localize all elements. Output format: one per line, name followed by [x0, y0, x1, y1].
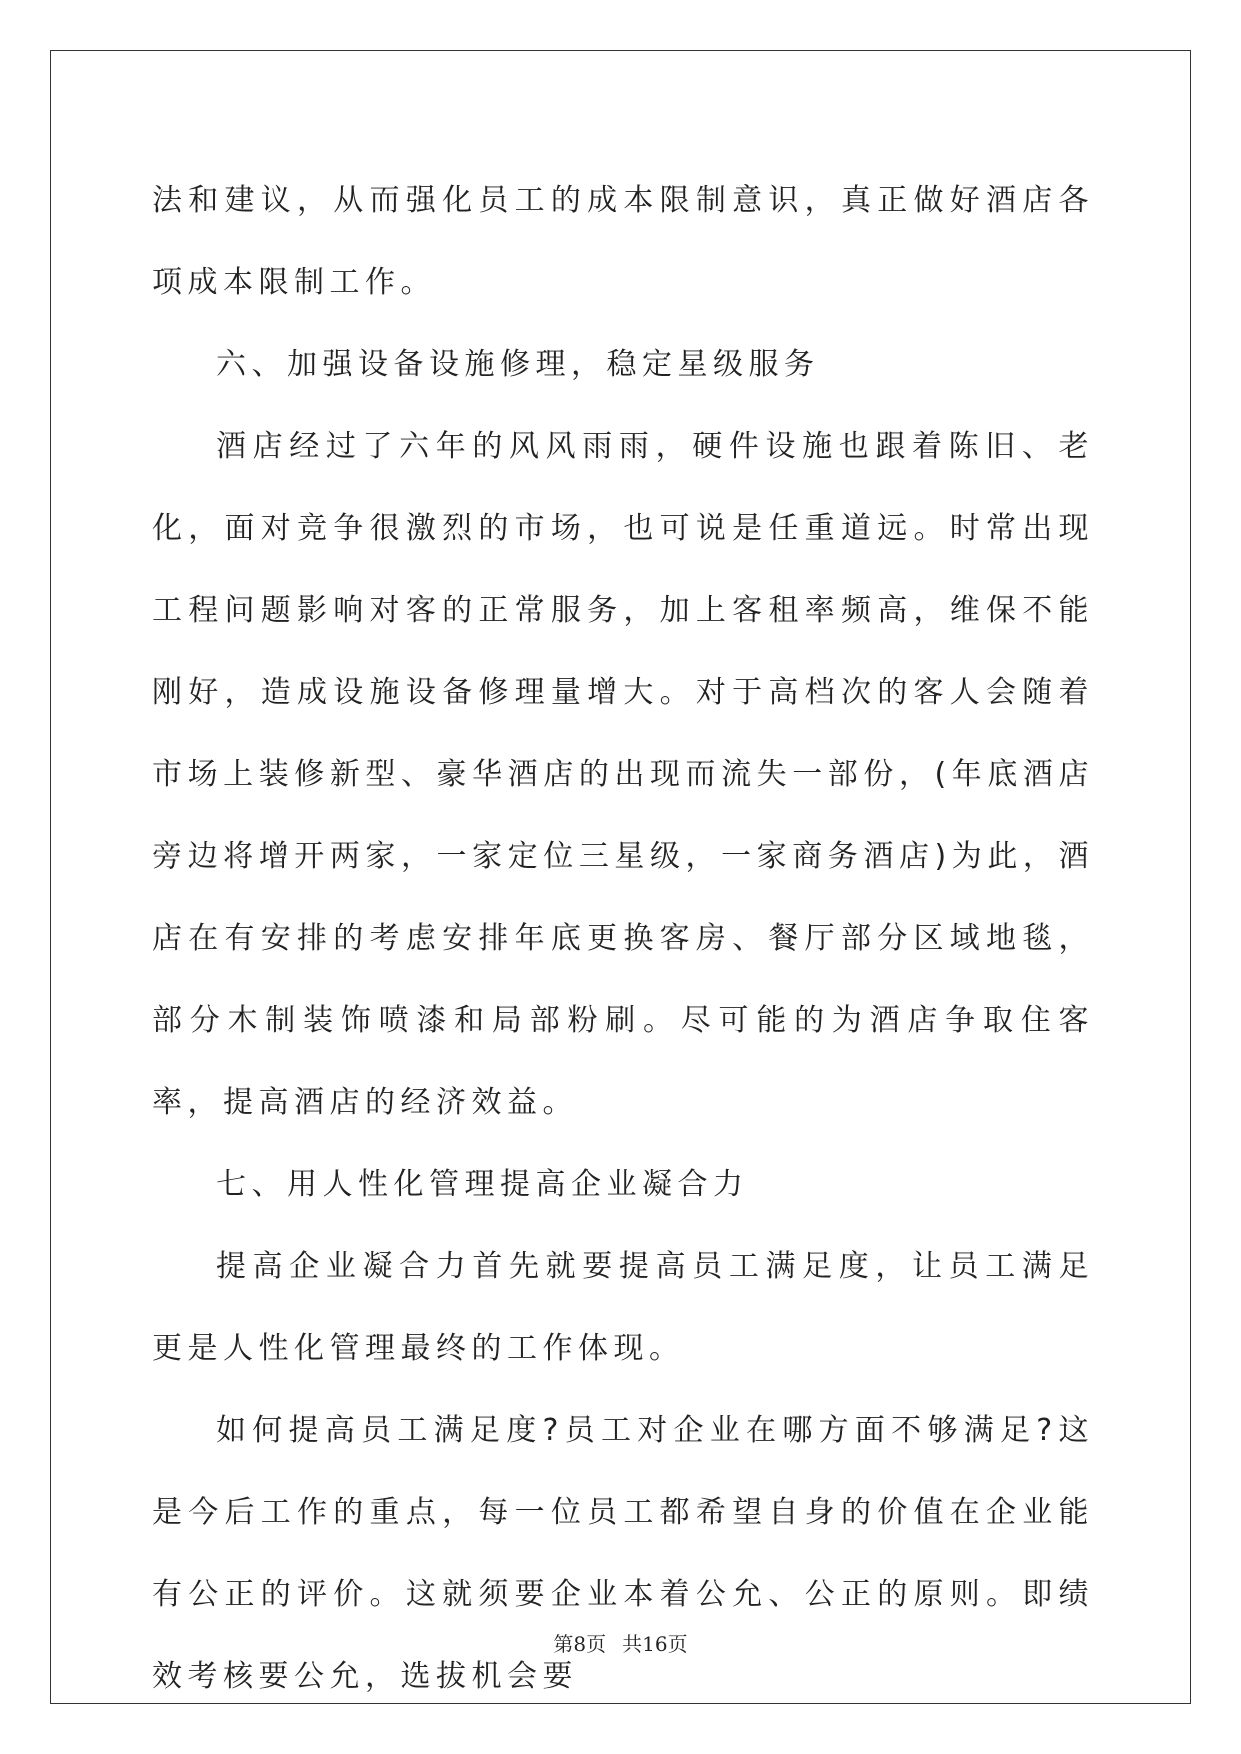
- paragraph-equipment-maintenance: 酒店经过了六年的风风雨雨，硬件设施也跟着陈旧、老化，面对竞争很激烈的市场，也可说是任重道远。时常出现工程问题影响对客的正常服务，加上客租率频高，维保不能刚好，造成设施设备修理量增大。对于高档次的客人会随着市场上装修新型、豪华酒店的出现而流失一部份，(年底酒店旁边将增开两家，一家定位三星级，一家商务酒店)为此，酒店在有安排的考虑安排年底更换客房、餐厅部分区域地毯，部分木制装饰喷漆和局部粉刷。尽可能的为酒店争取住客率，提高酒店的经济效益。: [152, 429, 1094, 1120]
- document-body: [152, 160, 1094, 1718]
- paragraph-cohesion: 提高企业凝合力首先就要提高员工满足度，让员工满足更是人性化管理最终的工作体现。: [152, 1249, 1094, 1366]
- section-heading-six: 六、加强设备设施修理，稳定星级服务: [216, 347, 820, 382]
- paragraph-continuation: 法和建议，从而强化员工的成本限制意识，真正做好酒店各项成本限制工作。: [152, 183, 1094, 300]
- page-footer: [0, 1628, 1241, 1657]
- current-page-label: 第8页: [553, 1632, 607, 1656]
- paragraph-satisfaction: 如何提高员工满足度?员工对企业在哪方面不够满足?这是今后工作的重点，每一位员工都希望自身的价值在企业能有公正的评价。这就须要企业本着公允、公正的原则。即绩效考核要公允，选拔机会要: [152, 1413, 1094, 1694]
- total-pages-label: 共16页: [622, 1632, 688, 1656]
- section-heading-seven: 七、用人性化管理提高企业凝合力: [216, 1167, 749, 1202]
